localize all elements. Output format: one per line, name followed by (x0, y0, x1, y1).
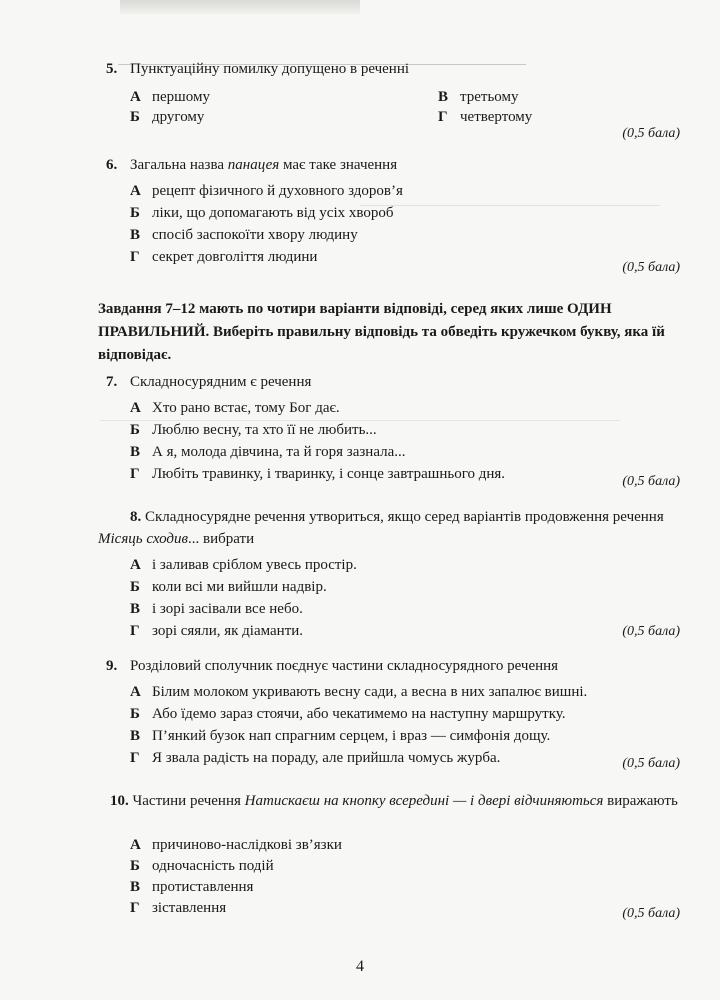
score-label: (0,5 бала) (622, 906, 680, 921)
option-c[interactable]: В і зорі засівали все небо. (130, 601, 303, 617)
option-c[interactable]: В П’янкий бузок нап спрагним серцем, і враз — симфонія дощу. (130, 728, 551, 744)
option-a[interactable]: А і заливав сріблом увесь простір. (130, 557, 357, 573)
option-d[interactable]: Г Я звала радість на пораду, але прийшла чомусь журба. (130, 750, 501, 766)
option-a[interactable]: А першому (130, 89, 210, 105)
page-number: 4 (356, 958, 364, 975)
score-label: (0,5 бала) (622, 474, 680, 489)
page-top-shadow (120, 0, 360, 14)
option-b[interactable]: Б другому (130, 109, 205, 125)
question-7-prompt: 7. Складносурядним є речення (106, 374, 312, 390)
option-a[interactable]: А причиново-наслідкові зв’язки (130, 837, 342, 853)
option-b[interactable]: Б ліки, що допомагають від усіх хвороб (130, 205, 394, 221)
option-d[interactable]: Г зіставлення (130, 900, 227, 916)
option-b[interactable]: Б одночасність подій (130, 858, 274, 874)
question-8-prompt: 8. Складносурядне речення утвориться, якщо серед варіантів продовження речення Місяць сходив... вибрати (98, 509, 664, 547)
option-d[interactable]: Г четвертому (438, 109, 533, 125)
question-text: Пунктуаційну помилку допущено в реченні (130, 61, 410, 77)
option-c[interactable]: В протиставлення (130, 879, 254, 895)
option-c[interactable]: В спосіб заспокоїти хвору людину (130, 227, 358, 243)
question-9-prompt: 9. Розділовий сполучник поєднує частини складносурядного речення (106, 658, 559, 674)
score-label: (0,5 бала) (622, 756, 680, 771)
option-b[interactable]: Б коли всі ми вийшли надвір. (130, 579, 327, 595)
option-b[interactable]: Б Або їдемо зараз стоячи, або чекатимемо на наступну маршрутку. (130, 706, 566, 722)
option-c[interactable]: В А я, молода дівчина, та й горя зазнала... (130, 444, 406, 460)
option-d[interactable]: Г Любіть травинку, і тваринку, і сонце завтрашнього дня. (130, 466, 506, 482)
score-label: (0,5 бала) (622, 260, 680, 275)
question-number: 5. (106, 61, 118, 77)
question-10-prompt: 10. Частини речення Натискаєш на кнопку всередині — і двері відчиняються виражають (110, 793, 678, 809)
option-d[interactable]: Г зорі сяяли, як діаманти. (130, 623, 304, 639)
bleed-through-line (360, 205, 660, 206)
option-c[interactable]: В третьому (438, 89, 519, 105)
option-a[interactable]: А Білим молоком укривають весну сади, а весна в них запалює вишні. (130, 684, 588, 700)
score-label: (0,5 бала) (622, 126, 680, 141)
option-a[interactable]: А рецепт фізичного й духовного здоров’я (130, 183, 403, 199)
question-6-prompt: 6. Загальна назва панацея має таке значення (106, 157, 398, 173)
option-a[interactable]: А Хто рано встає, тому Бог дає. (130, 400, 340, 416)
question-5-prompt (106, 58, 680, 80)
option-d[interactable]: Г секрет довголіття людини (130, 249, 318, 265)
option-b[interactable]: Б Люблю весну, та хто її не любить... (130, 422, 377, 438)
section-instruction: Завдання 7–12 мають по чотири варіанти відповіді, серед яких лише ОДИН ПРАВИЛЬНИЙ. Виберіть правильну відповідь та обведіть кружечком букву, яка їй відповідає. (98, 301, 665, 363)
score-label: (0,5 бала) (622, 624, 680, 639)
